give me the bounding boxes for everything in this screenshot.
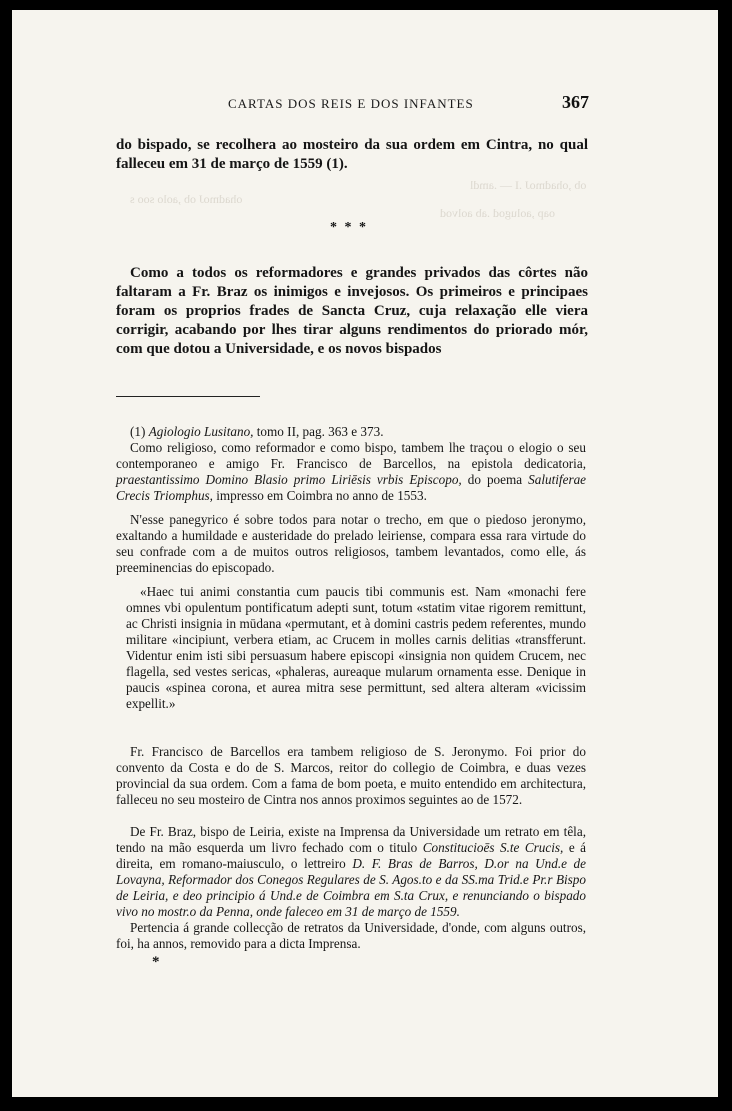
footnote-segment: Como religioso, como reformador e como bispo, tambem lhe traçou o elogio o seu contemporaneo e amigo Fr. Francisco de Barcellos, na epistola dedicatoria, (116, 440, 586, 471)
footnote-italic: D. F. Bras de Barros, D.or na Und.e de Lovayna, Reformador dos Conegos Regulares de S. Agos.to e da SS.ma Trid.e Pr.r Bispo de Leiria, e deo principio á Und.e de Coimbra em S.ta Crux, e renunciando o bispado vivo no mostr.o da Penna, onde faleceo em 31 de março de 1559. (116, 856, 586, 919)
section-separator: * * * (330, 220, 368, 235)
footnote-portrait (116, 824, 586, 920)
footnote-segment: do poema (467, 472, 523, 487)
paragraph-text: Como a todos os reformadores e grandes privados das côrtes não faltaram a Fr. Braz os inimigos e invejosos. Os primeiros e principaes foram os proprios frades de Sancta Cruz, cuja relaxação elle viera corrigir, acabando por lhes tirar alguns rendimentos do priorado mór, com que dotou a Universidade, e os novos bispados (116, 265, 588, 357)
footnote-title: Agiologio Lusitano, (148, 424, 254, 439)
footnote-collection (116, 920, 586, 952)
paragraph-enemies (116, 264, 588, 359)
footnote-text: N'esse panegyrico é sobre todos para notar o trecho, em que o piedoso jeronymo, exaltando a humildade e austeridade do prelado leiriense, compara essa rara virtude do seu confrade com a de muitos outros religiosos, tambem levantados, como elle, ás preeminencias do episcopado. (116, 512, 586, 575)
footnote-italic: praestantissimo Domino Blasio primo Liriēsis vrbis Episcopo, (116, 472, 462, 487)
footnote-segment: e á direita, em romano-maiusculo, o lettreiro (116, 840, 586, 871)
end-mark: * (152, 954, 160, 970)
footnote-text (116, 424, 586, 440)
footnote-segment: impresso em Coimbra no anno de 1553. (216, 488, 427, 503)
footnote-text (116, 440, 586, 504)
bleed-through: ob ,ohadmoJ .I — .amdl (470, 178, 587, 192)
footnote-ref-detail: tomo II, pag. 363 e 373. (256, 424, 384, 439)
bleed-through: oap ,aolugod .ab aolvod (440, 206, 555, 220)
footnote-ref: (1) (130, 424, 146, 439)
latin-quote (126, 584, 586, 712)
footnote-divider (116, 396, 260, 397)
footnote-italic: Constitucioēs S.te Crucis, (422, 840, 564, 855)
footnote-barcellos (116, 744, 586, 808)
footnote-text (116, 824, 586, 920)
footnote-panegyric (116, 512, 586, 576)
footnote-text: Fr. Francisco de Barcellos era tambem religioso de S. Jeronymo. Foi prior do convento da Costa e do de S. Marcos, reitor do collegio de Coimbra, e duas vezes provincial da sua ordem. Com a fama de bom poeta, e muito entendido em architectura, falleceu no seu mosteiro de Cintra nos annos proximos seguintes ao de 1572. (116, 744, 586, 807)
paragraph-intro (116, 136, 588, 174)
paragraph-text: do bispado, se recolhera ao mosteiro da sua ordem em Cintra, no qual falleceu em 31 de março de 1559 (1). (116, 137, 588, 172)
footnote-text: Pertencia á grande collecção de retratos da Universidade, d'onde, com alguns outros, foi, ha annos, removido para a dicta Imprensa. (116, 920, 586, 951)
footnote-1 (116, 424, 586, 504)
page-number: 367 (562, 92, 589, 112)
footnote-italic: Salutiferae Crecis Triomphus, (116, 472, 587, 503)
bleed-through: ohadmoJ ob ,aolo soo s (130, 192, 243, 206)
footnote-segment: De Fr. Braz, bispo de Leiria, existe na Imprensa da Universidade um retrato em têla, tendo na mão esquerda um livro fechado com o titulo (116, 824, 586, 855)
running-title: CARTAS DOS REIS E DOS INFANTES (228, 96, 474, 111)
quote-text: «Haec tui animi constantia cum paucis tibi communis est. Nam «monachi fere omnes vbi opulentum pontificatum adepti sunt, totum «statim vitae rigorem remittunt, ac Christi insignia in mūdana «permutant, et à domini castris pedem referentes, mundo militare «incipiunt, verbera etiam, ac Crucem in molles carnis delitias «transfferunt. Videntur enim isti sibi persuasum habere episcopi «insignia non quidem Crucem, nec flagella, sed vestes sericas, «phaleras, aureaque mularum ornamenta esse. Denique in paucis «spinea corona, et aurea mitra sese permittunt, sed altera alteram «vicissim expellit.» (126, 584, 586, 711)
